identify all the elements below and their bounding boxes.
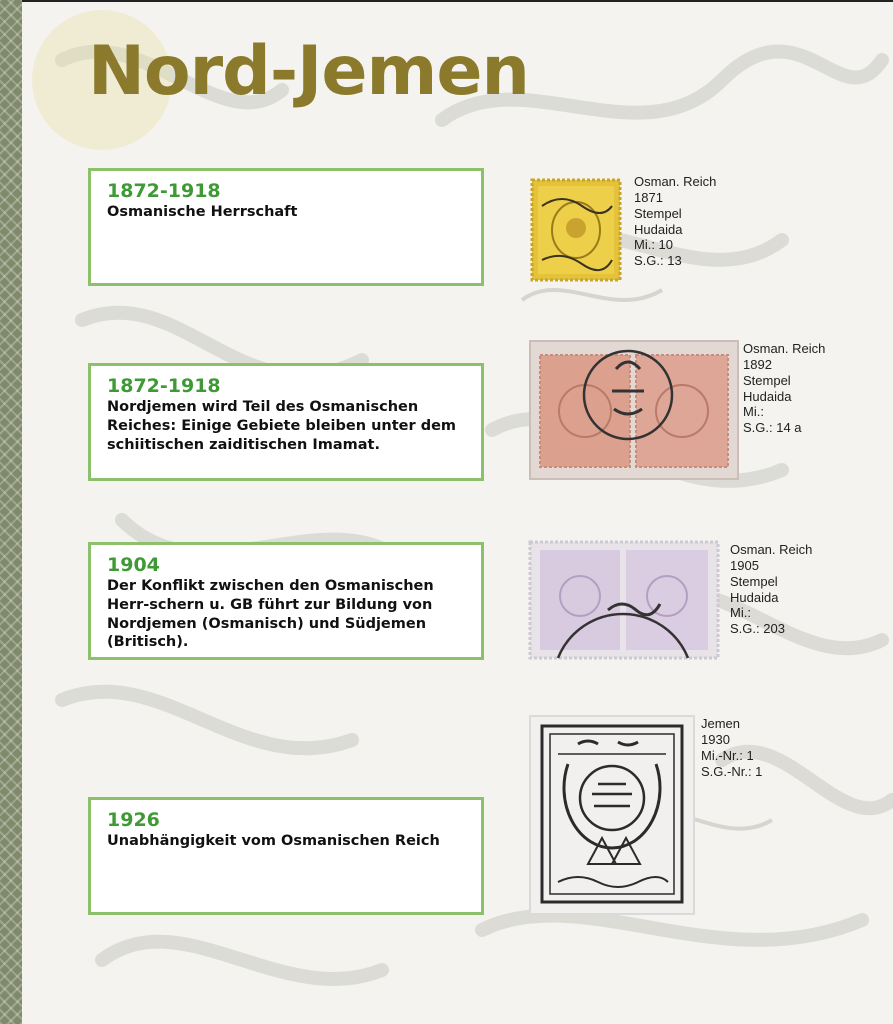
decorative-border-strip	[0, 0, 22, 1024]
caption-line: 1892	[743, 356, 772, 372]
card-text: Unabhängigkeit vom Osmanischen Reich	[107, 832, 440, 849]
caption-line: Osman. Reich	[743, 341, 826, 356]
timeline-card-3	[88, 542, 484, 660]
caption-line: Stempel	[730, 573, 778, 589]
stamp-caption-2	[743, 341, 825, 436]
card-text: Nordjemen wird Teil des Osmanischen Reiches: Einige Gebiete bleiben unter dem schiitischen zaiditischen Imamat.	[107, 398, 457, 453]
caption-line: Mi.:	[730, 605, 751, 621]
caption-line: Mi.: 10	[634, 237, 674, 253]
pink-ottoman-stamp-pair	[528, 339, 740, 481]
black-yemen-stamp	[528, 714, 696, 916]
caption-line: Hudaida	[730, 589, 779, 605]
caption-line: Stempel	[743, 372, 791, 388]
caption-line: 1871	[634, 189, 663, 205]
page-title: Nord-Jemen	[88, 32, 529, 111]
caption-line: Mi.-Nr.: 1	[701, 747, 754, 763]
caption-line: S.G.: 14 a	[743, 420, 802, 436]
card-year: 1904	[107, 554, 160, 576]
card-text: Osmanische Herrschaft	[107, 203, 298, 220]
timeline-card-1	[88, 168, 484, 286]
caption-line: Hudaida	[743, 388, 792, 404]
stamp-caption-4	[701, 716, 762, 779]
caption-line: 1905	[730, 557, 759, 573]
timeline-card-4	[88, 797, 484, 915]
stamp-caption-1	[634, 174, 716, 269]
caption-line: S.G.-Nr.: 1	[701, 763, 763, 779]
caption-line: Osman. Reich	[634, 174, 717, 189]
caption-line: 1930	[701, 731, 730, 747]
card-year: 1872-1918	[107, 375, 221, 397]
stamp-caption-3	[730, 542, 812, 637]
caption-line: Jemen	[701, 716, 741, 731]
card-text: Der Konflikt zwischen den Osmanischen Herr-schern u. GB führt zur Bildung von Nordjemen (Osmanisch) und Südjemen (Britisch).	[107, 577, 434, 651]
yellow-ottoman-stamp	[528, 176, 624, 284]
caption-line: Mi.:	[743, 404, 764, 420]
timeline-card-2	[88, 363, 484, 481]
lilac-ottoman-stamp-pair	[528, 540, 720, 660]
card-year: 1926	[107, 809, 160, 831]
caption-line: Stempel	[634, 205, 682, 221]
caption-line: Hudaida	[634, 221, 683, 237]
caption-line: S.G.: 203	[730, 621, 785, 637]
caption-line: S.G.: 13	[634, 253, 682, 269]
caption-line: Osman. Reich	[730, 542, 813, 557]
card-year: 1872-1918	[107, 180, 221, 202]
